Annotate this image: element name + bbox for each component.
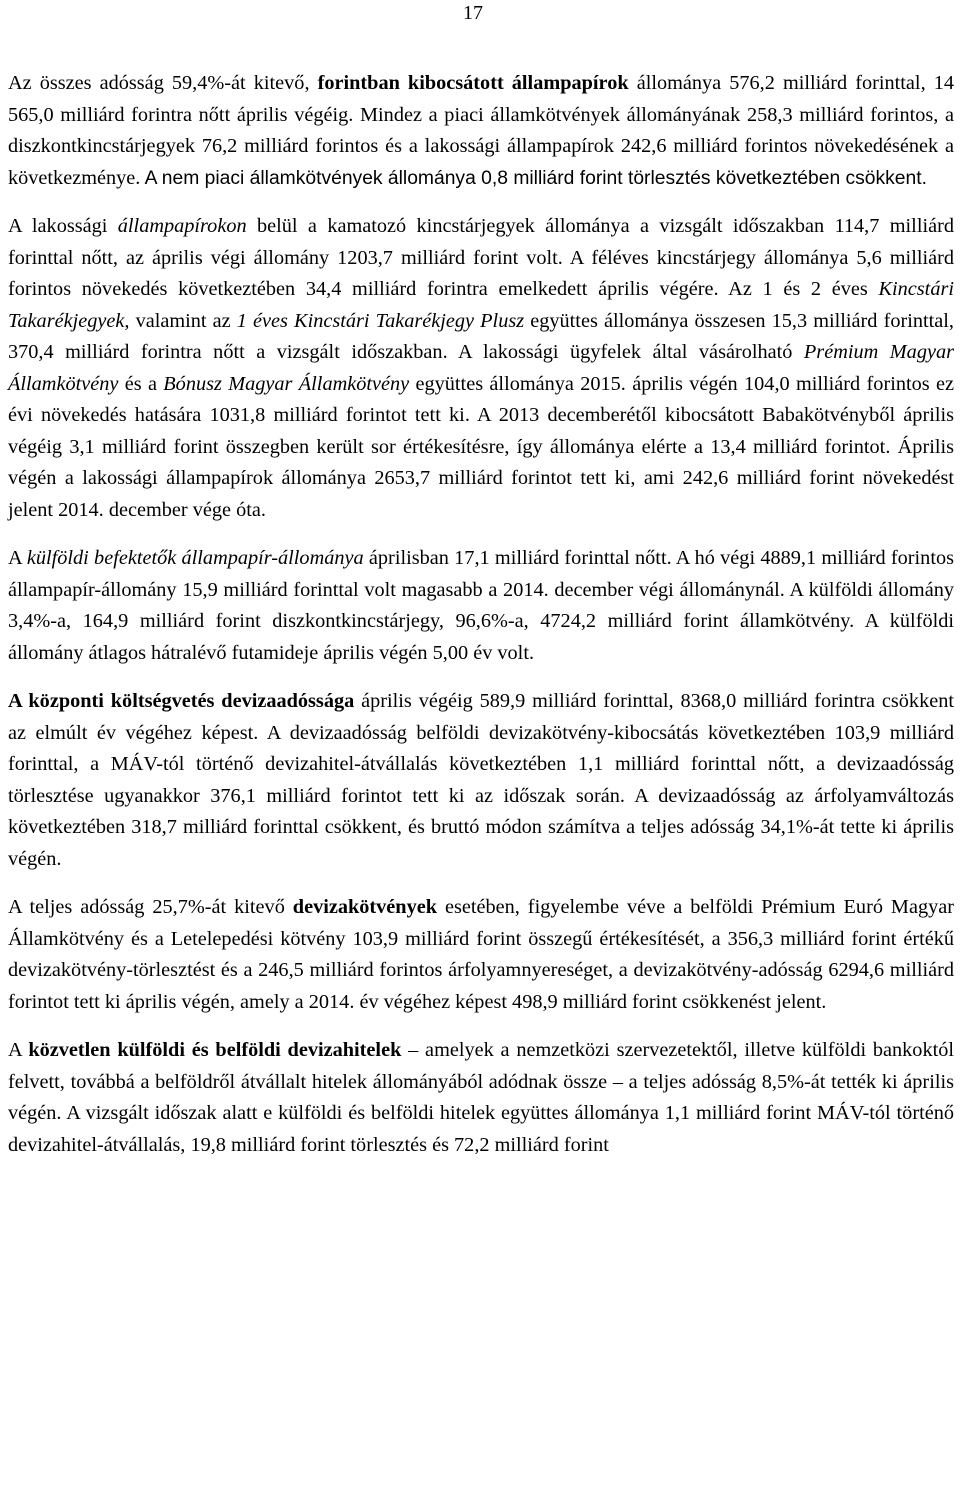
paragraph-fx-loans: [8, 1035, 954, 1161]
italic-term: Bónusz Magyar Államkötvény: [163, 372, 410, 395]
bold-term-fx-loans: közvetlen külföldi és belföldi devizahitelek: [28, 1039, 402, 1061]
italic-term: külföldi befektetők állampapír-állománya: [26, 547, 364, 569]
paragraph-fx-debt: [8, 686, 954, 875]
text-run: valamint az: [129, 309, 237, 332]
text-run: Az összes adósság 59,4%-át kitevő,: [8, 72, 318, 94]
text-run: és a: [118, 372, 164, 395]
text-run: állománya 576,2 milliárd forinttal, 14 565,0 milliárd forintra nőtt április végéig. Mindez a piaci államkötvények állományának 258,3 milliárd forintos, a diszkontkincstárjegyek 76,2 milliárd forintos és a lakossági állampapírok 242,6 milliárd forintos növekedésének a következménye.: [8, 72, 954, 189]
page-number: 17: [463, 2, 483, 24]
text-run: belül a kamatozó kincstárjegyek állománya a vizsgált időszakban 114,7 milliárd forinttal nőtt, az április végi állomány 1203,7 milliárd forint volt. A féléves kincstárjegy állománya 5,6 milliárd forintos növekedés következtében 34,4 milliárd forintra emelkedett április végére. Az 1 és 2 éves: [8, 215, 954, 300]
text-run: esetében, figyelembe véve a belföldi Prémium Euró Magyar Államkötvény és a Letelepedési kötvény 103,9 milliárd forint összegű értékesítését, a 356,3 milliárd forint értékű devizakötvény-törlesztést és a 246,5 milliárd forintos árfolyamnyereséget, a devizakötvény-adósság 6294,6 milliárd forintot tett ki április végén, amely a 2014. év végéhez képest 498,9 milliárd forint csökkenést jelent.: [8, 896, 954, 1013]
italic-term: állampapírokon: [117, 215, 247, 237]
bold-term-fx-bonds: devizakötvények: [292, 896, 438, 918]
text-run: – amelyek a nemzetközi szervezetektől, illetve külföldi bankoktól felvett, továbbá a belföldről átvállalt hitelek állományából adódnak össze – a teljes adósság 8,5%-át tették ki április végén. A vizsgált időszak alatt e külföldi és belföldi hitelek együttes állománya 1,1 milliárd forint MÁV-tól történő devizahitel-átvállalás, 19,8 milliárd forint törlesztés és 72,2 milliárd forint: [8, 1039, 954, 1156]
italic-term: 1 éves Kincstári Takarékjegy Plusz: [236, 309, 525, 332]
text-run: A: [8, 1039, 29, 1061]
text-run: áprilisban 17,1 milliárd forinttal nőtt. A hó végi 4889,1 milliárd forintos állampapír-állomány 15,9 milliárd forinttal volt magasabb a 2014. december végi állománynál. A külföldi állomány 3,4%-a, 164,9 milliárd forint diszkontkincstárjegy, 96,6%-a, 4724,2 milliárd forint államkötvény. A külföldi állomány átlagos hátralévő futamideje április végén 5,00 év volt.: [8, 547, 954, 664]
bold-term-forint-securities: forintban kibocsátott állampapírok: [317, 72, 629, 94]
italic-term: Prémium Magyar Államkötvény: [8, 341, 954, 395]
text-run: A teljes adósság 25,7%-át kitevő: [8, 896, 293, 918]
text-run: együttes állománya összesen 15,3 milliárd forinttal, 370,4 milliárd forintra nőtt a vizsgált időszakban. A lakossági ügyfelek által vásárolható: [8, 309, 954, 363]
text-run: együttes állománya 2015. április végén 104,0 milliárd forintos ez évi növekedés hatására 1031,8 milliárd forintot tett ki. A 2013 decemberétől kibocsátott Babakötvényből április végéig 3,1 milliárd forint összegben került sor értékesítésre, így állománya elérte a 13,4 milliárd forintot. Április végén a lakossági állampapírok állománya 2653,7 milliárd forintot tett ki, ami 242,6 milliárd forint növekedést jelent 2014. december vége óta.: [8, 372, 954, 521]
paragraph-foreign-investors: [8, 543, 954, 669]
paragraph-forint-securities: [8, 68, 954, 194]
italic-term: Kincstári Takarékjegyek,: [8, 278, 954, 332]
paragraph-retail-securities: [8, 211, 954, 526]
text-run: A lakossági: [8, 215, 118, 237]
bold-term-fx-debt: A központi költségvetés devizaadóssága: [8, 690, 355, 712]
text-run-sans: A nem piaci államkötvények állománya 0,8 milliárd forint törlesztés következtében csökkent.: [140, 167, 927, 189]
document-body: [8, 68, 954, 1178]
paragraph-fx-bonds: [8, 892, 954, 1018]
text-run: április végéig 589,9 milliárd forinttal, 8368,0 milliárd forintra csökkent az elmúlt év végéhez képest. A devizaadósság belföldi devizakötvény-kibocsátás következtében 103,9 milliárd forinttal, a MÁV-tól történő devizahitel-átvállalás következtében 1,1 milliárd forinttal nőtt, a devizaadósság törlesztése ugyanakkor 376,1 milliárd forintot tett ki az időszak során. A devizaadósság az árfolyamváltozás következtében 318,7 milliárd forinttal csökkent, és bruttó módon számítva a teljes adósság 34,1%-át tette ki április végén.: [8, 690, 954, 870]
text-run: A: [8, 547, 27, 569]
